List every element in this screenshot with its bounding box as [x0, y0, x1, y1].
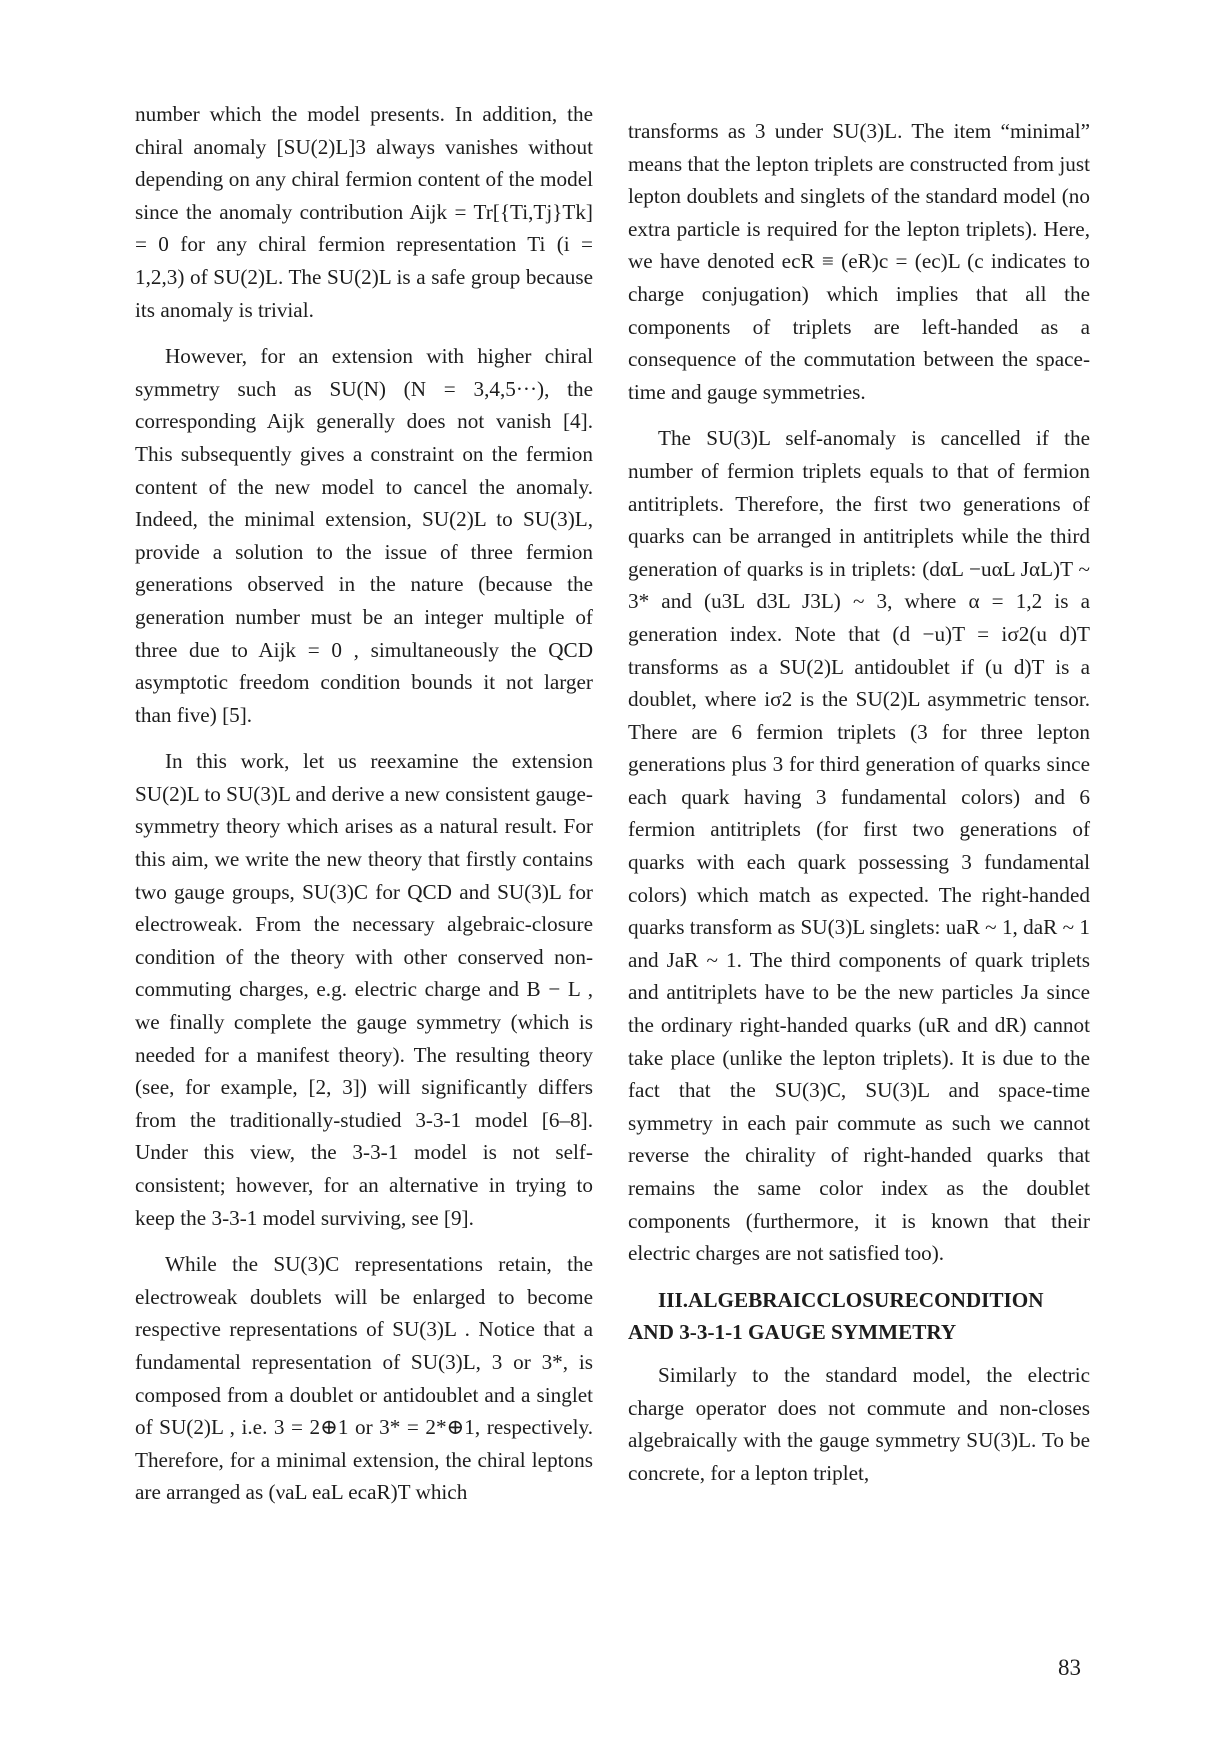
right-column — [628, 115, 1090, 1503]
paragraph: In this work, let us reexamine the extension SU(2)L to SU(3)L and derive a new consistent gauge-symmetry theory which arises as a natural result. For this aim, we write the new theory that firstly contains two gauge groups, SU(3)C for QCD and SU(3)L for electroweak. From the necessary algebraic-closure condition of the theory with other conserved non-commuting charges, e.g. electric charge and B − L , we finally complete the gauge symmetry (which is needed for a manifest theory). The resulting theory (see, for example, [2, 3]) will significantly differs from the traditionally-studied 3-3-1 model [6–8]. Under this view, the 3-3-1 model is not self-consistent; however, for an alternative in trying to keep the 3-3-1 model surviving, see [9]. — [135, 749, 593, 1230]
paragraph: However, for an extension with higher chiral symmetry such as SU(N) (N = 3,4,5···), the corresponding Aijk generally does not vanish [4]. This subsequently gives a constraint on the fermion content of the new model to cancel the anomaly. Indeed, the minimal extension, SU(2)L to SU(3)L, provide a solution to the issue of three fermion generations observed in the nature (because the generation number must be an integer multiple of three due to Aijk = 0 , simultaneously the QCD asymptotic freedom condition bounds it not larger than five) [5]. — [135, 344, 593, 727]
paragraph: While the SU(3)C representations retain, the electroweak doublets will be enlarged to become respective representations of SU(3)L . Notice that a fundamental representation of SU(3)L, 3 or 3*, is composed from a doublet or antidoublet and a singlet of SU(2)L , i.e. 3 = 2⊕1 or 3* = 2*⊕1, respectively. Therefore, for a minimal extension, the chiral leptons are arranged as (νaL eaL ecaR)T which — [135, 1252, 593, 1505]
page-number: 83 — [1058, 1655, 1081, 1680]
left-column — [135, 98, 593, 1523]
paragraph: Similarly to the standard model, the electric charge operator does not commute and non-closes algebraically with the gauge symmetry SU(3)L. To be concrete, for a lepton triplet, — [628, 1362, 1090, 1485]
paragraph: number which the model presents. In addition, the chiral anomaly [SU(2)L]3 always vanishes without depending on any chiral fermion content of the model since the anomaly contribution Aijk = Tr[{Ti,Tj}Tk] = 0 for any chiral fermion representation Ti (i = 1,2,3) of SU(2)L. The SU(2)L is a safe group because its anomaly is trivial. — [135, 102, 593, 322]
section-heading: III.ALGEBRAICCLOSURECONDITION AND 3-3-1-1 GAUGE SYMMETRY — [628, 1287, 1044, 1345]
paragraph: transforms as 3 under SU(3)L. The item “minimal” means that the lepton triplets are constructed from just lepton doublets and singlets of the standard model (no extra particle is required for the lepton triplets). Here, we have denoted ecR ≡ (eR)c = (ec)L (c indicates to charge conjugation) which implies that all the components of triplets are left-handed as a consequence of the commutation between the space-time and gauge symmetries. — [628, 119, 1090, 404]
paragraph: The SU(3)L self-anomaly is cancelled if the number of fermion triplets equals to that of fermion antitriplets. Therefore, the first two generations of quarks can be arranged in antitriplets while the third generation of quarks is in triplets: (dαL −uαL JαL)T ~ 3* and (u3L d3L J3L) ~ 3, where α = 1,2 is a generation index. Note that (d −u)T = iσ2(u d)T transforms as a SU(2)L antidoublet if (u d)T is a doublet, where iσ2 is the SU(2)L asymmetric tensor. There are 6 fermion triplets (3 for three lepton generations plus 3 for third generation of quarks since each quark having 3 fundamental colors) and 6 fermion antitriplets (for first two generations of quarks with each quark possessing 3 fundamental colors) which match as expected. The right-handed quarks transform as SU(3)L singlets: uaR ~ 1, daR ~ 1 and JaR ~ 1. The third components of quark triplets and antitriplets have to be the new particles Ja since the ordinary right-handed quarks (uR and dR) cannot take place (unlike the lepton triplets). It is due to the fact that the SU(3)C, SU(3)L and space-time symmetry in each pair commute as such we cannot reverse the chirality of right-handed quarks that remains the same color index as the doublet components (furthermore, it is known that their electric charges are not satisfied too). — [628, 426, 1090, 1266]
